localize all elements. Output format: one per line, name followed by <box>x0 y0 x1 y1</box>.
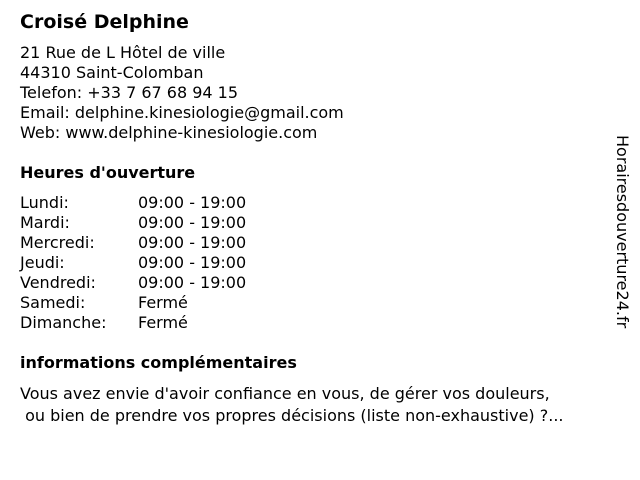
day-hours: 09:00 - 19:00 <box>138 273 247 292</box>
day-label: Mardi: <box>20 213 70 232</box>
day-label: Dimanche: <box>20 313 107 332</box>
day-label: Lundi: <box>20 193 69 212</box>
day-label: Jeudi: <box>20 253 65 272</box>
hours-row-lundi <box>20 193 610 213</box>
day-hours: Fermé <box>138 293 188 312</box>
hours-row-mercredi <box>20 233 610 253</box>
email-line[interactable]: Email: delphine.kinesiologie@gmail.com <box>20 103 344 122</box>
day-hours: 09:00 - 19:00 <box>138 193 247 212</box>
day-label: Vendredi: <box>20 273 96 292</box>
hours-row-vendredi <box>20 273 610 293</box>
phone-line[interactable]: Telefon: +33 7 67 68 94 15 <box>20 83 239 102</box>
additional-info-line-2: ou bien de prendre vos propres décisions (liste non-exhaustive) ?... <box>20 406 564 425</box>
day-hours: Fermé <box>138 313 188 332</box>
day-label: Mercredi: <box>20 233 95 252</box>
hours-row-samedi <box>20 293 610 313</box>
address-line-1: 21 Rue de L Hôtel de ville <box>20 43 226 62</box>
day-hours: 09:00 - 19:00 <box>138 233 247 252</box>
website-line[interactable]: Web: www.delphine-kinesiologie.com <box>20 123 318 142</box>
opening-hours-table <box>20 193 610 333</box>
day-hours: 09:00 - 19:00 <box>138 253 247 272</box>
hours-row-dimanche <box>20 313 610 333</box>
hours-row-mardi <box>20 213 610 233</box>
opening-hours-heading: Heures d'ouverture <box>20 163 196 182</box>
additional-info-heading: informations complémentaires <box>20 353 297 372</box>
additional-info-line-1: Vous avez envie d'avoir confiance en vous, de gérer vos douleurs, <box>20 384 550 403</box>
business-card <box>20 10 610 427</box>
hours-row-jeudi <box>20 253 610 273</box>
day-label: Samedi: <box>20 293 86 312</box>
address-line-2: 44310 Saint-Colomban <box>20 63 204 82</box>
site-watermark: Horairesdouverture24.fr <box>613 135 632 329</box>
day-hours: 09:00 - 19:00 <box>138 213 247 232</box>
business-name: Croisé Delphine <box>20 11 189 33</box>
